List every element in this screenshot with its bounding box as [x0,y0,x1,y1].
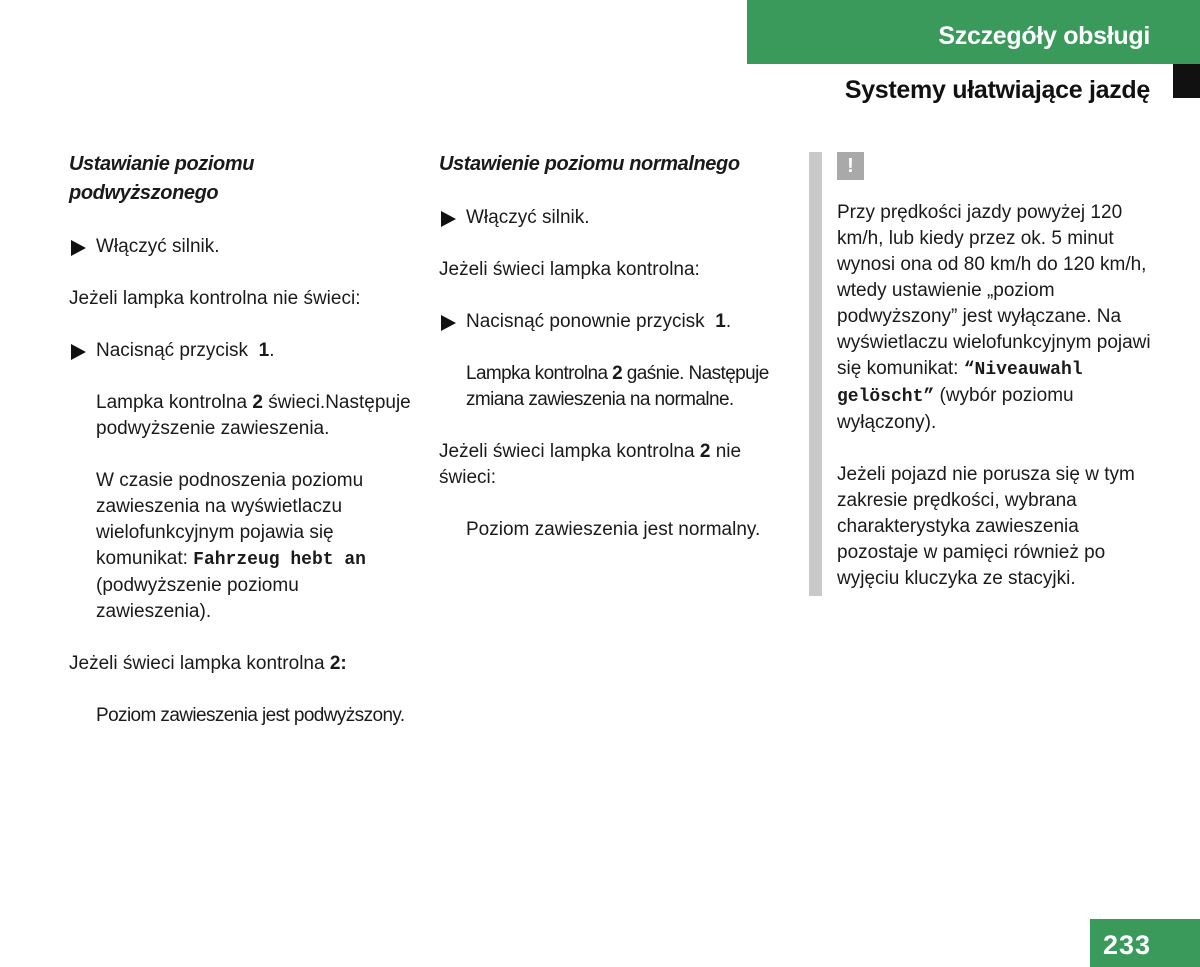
arrow-bullet-icon [71,240,86,256]
step-end: . [269,340,275,361]
condition-text: Jeżeli świeci lampka kontrolna: [439,259,700,280]
lamp-number: 2 [252,392,263,413]
warning-paragraph [837,200,1157,436]
step-start-engine [439,205,789,231]
condition-lamp-not-on [439,439,789,491]
condition-text: nie świeci: [439,441,742,488]
warning-paragraph: Jeżeli pojazd nie porusza się w tym zakresie prędkości, wybrana charakterystyka zawieszenia pozostaje w pamięci również po wyjęciu kluczyka ze stacyjki. [837,464,1135,589]
warning-text-part: Przy prędkości jazdy powyżej 120 km/h, lub kiedy przez ok. 5 minut wynosi ona od 80 km/h do 120 km/h, wtedy ustawienie „poziom podwyższony” jest wyłączane. Na wyświetlaczu wielofunkcyjnym pojawi się komunikat: [837,202,1151,379]
step-press-button-again [439,309,789,335]
warning-icon: ! [837,152,864,180]
step-text: Włączyć silnik. [96,236,220,257]
heading-normal-level: Ustawienie poziomu normalnego [439,153,740,175]
warning-text [837,200,1157,592]
column-normal-level [439,150,789,543]
side-tab-marker [1173,64,1200,98]
result-text: W czasie podnoszenia poziomu zawieszenia na wyświetlaczu wielofunkcyjnym pojawia się komunikat: [96,470,364,569]
step-end: . [725,311,732,332]
condition-text: Jeżeli lampka kontrolna nie świeci: [69,288,361,309]
display-message: “Niveauwahl gelöscht” [837,360,1083,407]
result-text: Lampka kontrolna [96,392,248,413]
arrow-bullet-icon [441,211,456,227]
condition-lamp-on [69,651,419,677]
column-raised-level [69,150,419,729]
warning-bar [809,152,822,596]
heading-raised-level [69,150,419,208]
result-text: świeci.Następuje podwyższenie zawieszenia. [96,392,411,439]
step-press-button [69,338,419,364]
arrow-bullet-icon [441,315,456,331]
display-message: Fahrzeug hebt an [193,550,366,570]
step-text: Nacisnąć przycisk [96,340,249,361]
page-subtitle: Systemy ułatwiające jazdę [844,76,1150,104]
step-text: Nacisnąć ponownie przycisk [466,311,705,332]
heading-line: podwyższonego [69,182,219,204]
lamp-number: 2 [699,441,711,462]
result-display-message [69,468,419,625]
section-title: Szczegóły obsługi [938,22,1150,50]
lamp-number: 2: [329,653,347,674]
condition-text: Jeżeli świeci lampka kontrolna [69,653,325,674]
arrow-bullet-icon [71,344,86,360]
result-raised: Poziom zawieszenia jest podwyższony. [96,705,405,726]
step-start-engine [69,234,419,260]
lamp-number: 2 [612,363,623,384]
condition-text: Jeżeli świeci lampka kontrolna [439,441,695,462]
step-text: Włączyć silnik. [466,207,590,228]
warning-text-part: (wybór poziomu wyłączony). [837,385,1074,433]
result-text: Lampka kontrolna [466,363,608,384]
result-lamp-off [439,361,789,413]
page-number: 233 [1103,930,1152,960]
result-lamp-on [69,390,419,442]
result-text: gaśnie. Następuje zmiana zawieszenia na normalne. [466,363,769,410]
result-text: (podwyższenie poziomu zawieszenia). [96,575,299,622]
result-normal: Poziom zawieszenia jest normalny. [466,519,761,540]
button-number: 1 [258,340,270,361]
heading-line: Ustawianie poziomu [69,153,255,175]
button-number: 1 [715,311,726,332]
